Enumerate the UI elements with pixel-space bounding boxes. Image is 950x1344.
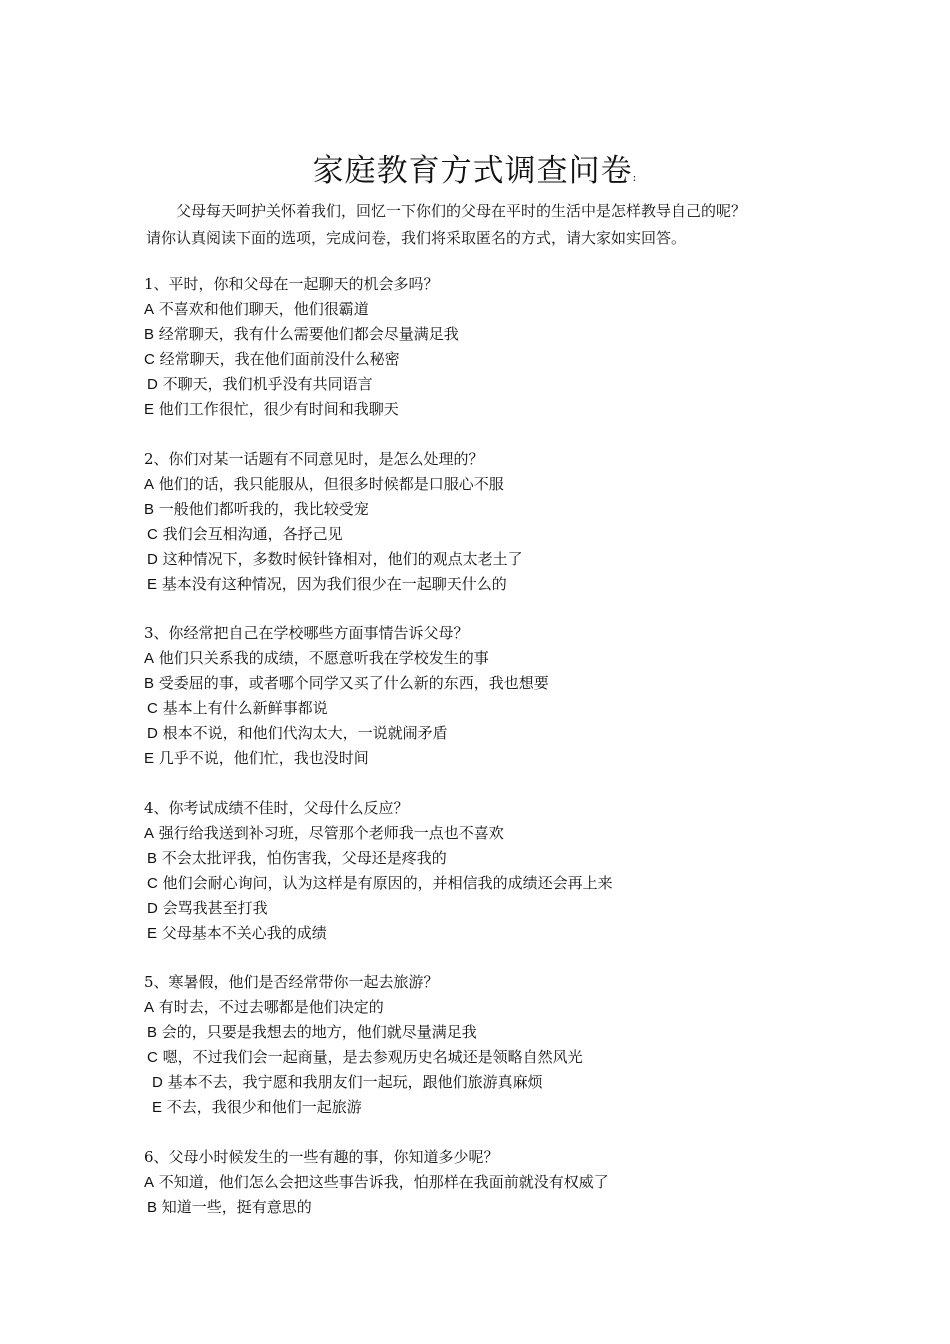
option-b: B 不会太批评我，怕伤害我，父母还是疼我的 (147, 849, 447, 867)
option-d: D 基本不去，我宁愿和我朋友们一起玩，跟他们旅游真麻烦 (152, 1073, 543, 1091)
option-e: E 不去，我很少和他们一起旅游 (152, 1098, 362, 1116)
option-e: E 他们工作很忙，很少有时间和我聊天 (144, 400, 399, 418)
title-colon: : (632, 170, 638, 184)
option-a: A 他们的话，我只能服从，但很多时候都是口服心不服 (144, 475, 504, 493)
option-a: A 有时去，不过去哪都是他们决定的 (144, 998, 384, 1016)
question-text: 4、你考试成绩不佳时，父母什么反应？ (144, 799, 409, 817)
intro-line: 请你认真阅读下面的选项，完成问卷，我们将采取匿名的方式，请大家如实回答。 (146, 229, 687, 247)
question-text: 5、寒暑假，他们是否经常带你一起去旅游？ (144, 973, 439, 991)
option-c: C 嗯，不过我们会一起商量，是去参观历史名城还是领略自然风光 (147, 1048, 583, 1066)
option-a: A 不知道，他们怎么会把这些事告诉我，怕那样在我面前就没有权威了 (144, 1173, 609, 1191)
option-c: C 他们会耐心询问，认为这样是有原因的，并相信我的成绩还会再上来 (147, 874, 613, 892)
option-a: A 不喜欢和他们聊天，他们很霸道 (144, 300, 369, 318)
option-c: C 经常聊天，我在他们面前没什么秘密 (144, 350, 400, 368)
option-b: B 会的，只要是我想去的地方，他们就尽量满足我 (147, 1023, 477, 1041)
option-e: E 几乎不说，他们忙，我也没时间 (144, 749, 369, 767)
title-text: 家庭教育方式调查问卷 (312, 152, 633, 189)
option-c: C 基本上有什么新鲜事都说 (147, 699, 328, 717)
intro-line: 父母每天呵护关怀着我们，回忆一下你们的父母在平时的生活中是怎样教导自己的呢？ (176, 202, 747, 220)
option-b: B 经常聊天，我有什么需要他们都会尽量满足我 (144, 325, 459, 343)
question-3 (144, 621, 844, 771)
option-b: B 受委屈的事，或者哪个同学又买了什么新的东西，我也想要 (144, 674, 549, 692)
option-e: E 父母基本不关心我的成绩 (147, 924, 327, 942)
page-title (0, 149, 950, 200)
question-text: 6、父母小时候发生的一些有趣的事，你知道多少呢？ (144, 1148, 499, 1166)
option-c: C 我们会互相沟通，各抒己见 (147, 525, 343, 543)
option-a: A 他们只关系我的成绩，不愿意听我在学校发生的事 (144, 649, 489, 667)
option-d: D 不聊天，我们机乎没有共同语言 (147, 375, 373, 393)
option-d: D 会骂我甚至打我 (147, 899, 268, 917)
option-b: B 知道一些，挺有意思的 (147, 1198, 312, 1216)
question-5 (144, 970, 844, 1120)
question-text: 2、你们对某一话题有不同意见时，是怎么处理的？ (144, 450, 484, 468)
intro-paragraph (146, 198, 826, 252)
question-4 (144, 796, 844, 946)
question-text: 1、平时，你和父母在一起聊天的机会多吗？ (144, 275, 439, 293)
option-d: D 根本不说，和他们代沟太大，一说就闹矛盾 (147, 724, 448, 742)
question-1 (144, 272, 844, 422)
question-6 (144, 1145, 844, 1220)
question-2 (144, 447, 844, 597)
question-text: 3、你经常把自己在学校哪些方面事情告诉父母？ (144, 624, 469, 642)
option-b: B 一般他们都听我的，我比较受宠 (144, 500, 369, 518)
option-e: E 基本没有这种情况，因为我们很少在一起聊天什么的 (147, 575, 507, 593)
option-a: A 强行给我送到补习班，尽管那个老师我一点也不喜欢 (144, 824, 504, 842)
option-d: D 这种情况下，多数时候针锋相对，他们的观点太老土了 (147, 550, 523, 568)
